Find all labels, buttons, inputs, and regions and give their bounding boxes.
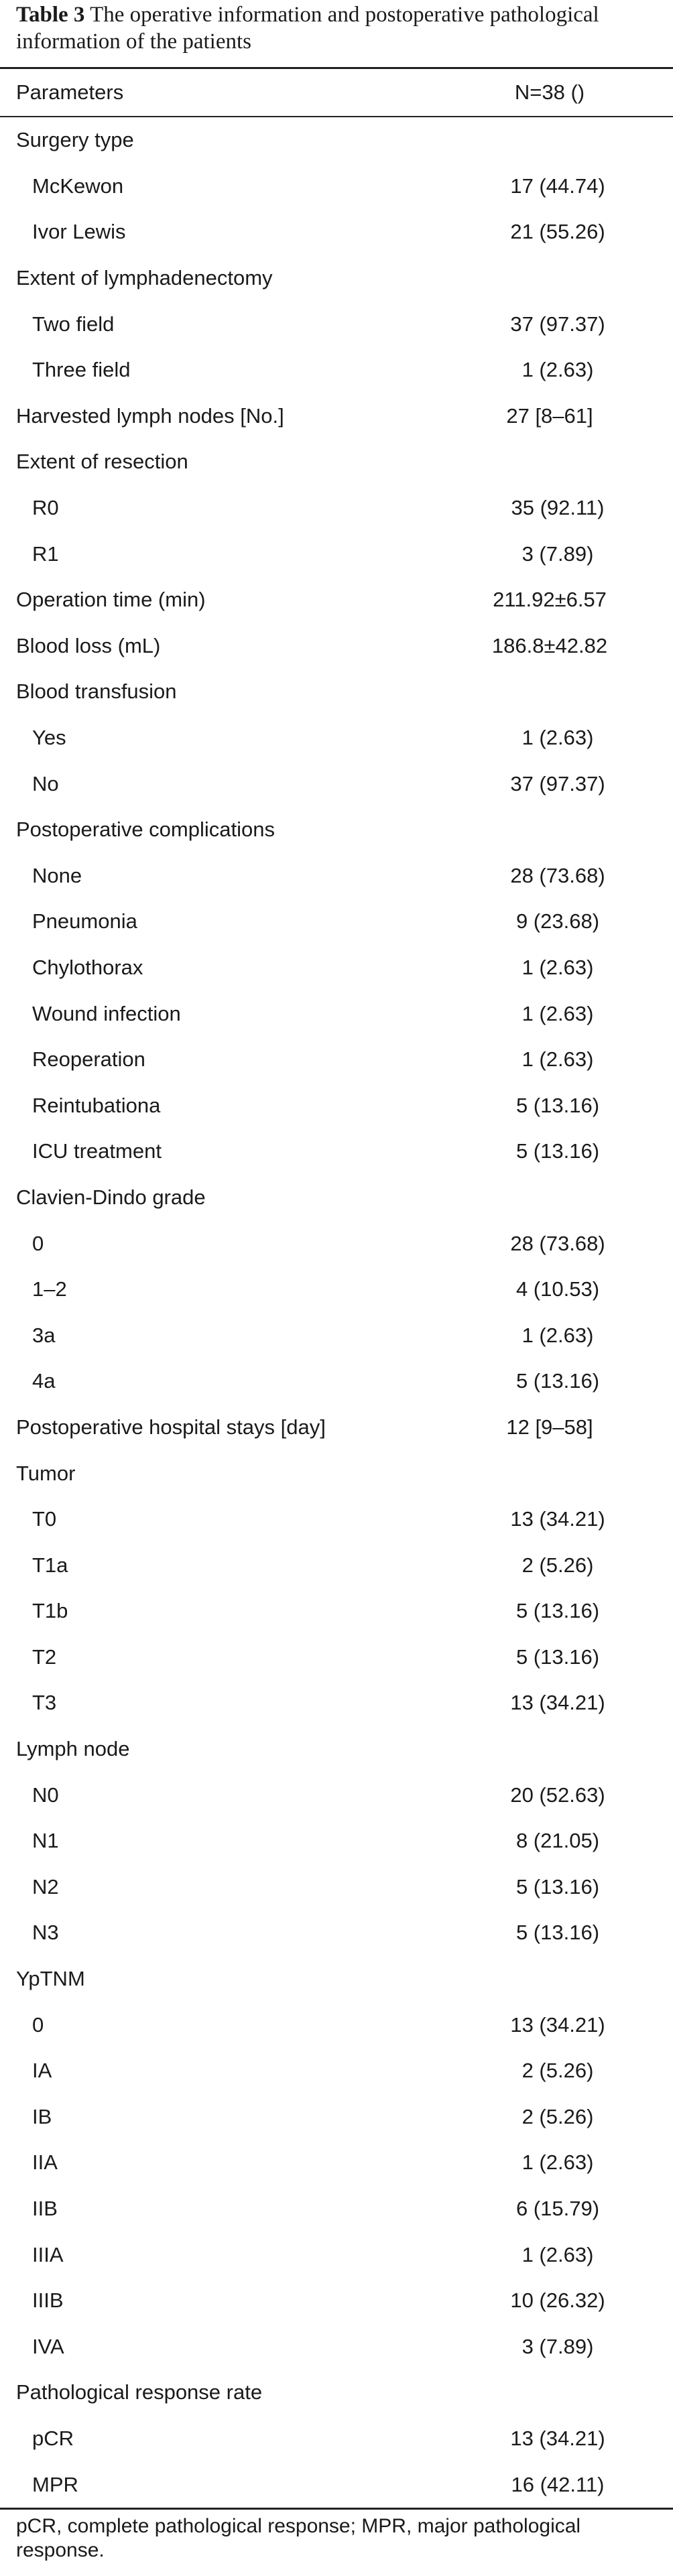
row-parameter: 1–2 — [32, 1277, 67, 1301]
row-parameter: IVA — [32, 2334, 64, 2358]
table-row — [0, 1082, 673, 1129]
table-row — [0, 899, 673, 945]
row-parameter: T2 — [32, 1645, 57, 1669]
row-value: 5 (13.16) — [515, 1645, 600, 1669]
row-value: 28 (73.68) — [510, 863, 605, 887]
header-parameters: Parameters — [16, 80, 124, 104]
table-row — [0, 1772, 673, 1818]
row-parameter: Harvested lymph nodes [No.] — [16, 403, 284, 428]
row-parameter: Chylothorax — [32, 955, 143, 979]
table-row — [0, 715, 673, 761]
row-parameter: Ivor Lewis — [32, 220, 126, 244]
row-value: 10 (26.32) — [510, 2289, 605, 2313]
table-row — [0, 1910, 673, 1956]
table-row — [0, 531, 673, 577]
table-caption-label: Table 3 — [16, 3, 85, 27]
table-row — [0, 1864, 673, 1911]
row-parameter: Surgery type — [16, 128, 134, 152]
row-parameter: pCR — [32, 2426, 74, 2450]
table-row — [0, 2002, 673, 2048]
table-row — [0, 1634, 673, 1681]
row-parameter: IB — [32, 2104, 52, 2128]
row-parameter: Extent of resection — [16, 450, 188, 474]
table-row — [0, 2278, 673, 2324]
row-parameter: 0 — [32, 2012, 44, 2037]
row-parameter: IA — [32, 2059, 52, 2083]
row-parameter: Lymph node — [16, 1737, 130, 1761]
table-row — [0, 2186, 673, 2232]
table-row — [0, 1680, 673, 1726]
row-parameter: T0 — [32, 1507, 57, 1531]
row-value: 4 (10.53) — [515, 1277, 600, 1301]
table-row — [0, 990, 673, 1037]
row-value: 1 (2.63) — [522, 1323, 594, 1347]
table-row — [0, 2048, 673, 2094]
table-row — [0, 1358, 673, 1405]
row-value: 9 (23.68) — [515, 909, 600, 933]
table-header — [0, 69, 673, 117]
row-value: 27 [8–61] — [506, 403, 593, 428]
row-parameter: Two field — [32, 312, 115, 336]
table-row — [0, 2094, 673, 2140]
table-row — [0, 1588, 673, 1634]
row-parameter: Blood loss (mL) — [16, 633, 161, 657]
row-value: 1 (2.63) — [522, 2242, 594, 2266]
row-value: 1 (2.63) — [522, 1047, 594, 1072]
row-parameter: Pathological response rate — [16, 2380, 263, 2404]
row-value: 1 (2.63) — [522, 1001, 594, 1025]
data-table — [0, 67, 673, 2510]
row-parameter: T1b — [32, 1599, 68, 1623]
row-value: 5 (13.16) — [515, 1874, 600, 1898]
row-value: 35 (92.11) — [511, 496, 605, 520]
row-value: 1 (2.63) — [522, 955, 594, 979]
row-value: 1 (2.63) — [522, 726, 594, 750]
row-parameter: 3a — [32, 1323, 56, 1347]
row-value: 13 (34.21) — [510, 2426, 605, 2450]
row-parameter: N2 — [32, 1874, 59, 1898]
row-parameter: Clavien-Dindo grade — [16, 1185, 206, 1209]
row-parameter: IIB — [32, 2197, 58, 2221]
row-parameter: Pneumonia — [32, 909, 137, 933]
row-value: 2 (5.26) — [522, 2059, 594, 2083]
header-n: N=38 () — [514, 80, 585, 104]
row-parameter: N1 — [32, 1829, 59, 1853]
row-value: 16 (42.11) — [511, 2472, 605, 2496]
row-parameter: Postoperative complications — [16, 818, 275, 842]
row-value: 12 [9–58] — [506, 1415, 593, 1439]
table-row — [0, 164, 673, 210]
table-caption-text: The operative information and postoperative pathological information of the patients — [16, 3, 599, 54]
table-row — [0, 761, 673, 807]
row-value: 3 (7.89) — [522, 2334, 594, 2358]
row-value: 13 (34.21) — [510, 2012, 605, 2037]
row-parameter: 4a — [32, 1369, 56, 1393]
row-value: 20 (52.63) — [510, 1783, 605, 1807]
row-value: 6 (15.79) — [515, 2197, 600, 2221]
table-row — [0, 255, 673, 302]
row-parameter: N3 — [32, 1921, 59, 1945]
row-parameter: 0 — [32, 1231, 44, 1255]
table-row — [0, 1450, 673, 1496]
row-value: 13 (34.21) — [510, 1691, 605, 1715]
table-row — [0, 1037, 673, 1083]
row-value: 5 (13.16) — [515, 1139, 600, 1163]
table-row — [0, 1405, 673, 1451]
table-row — [0, 623, 673, 669]
row-value: 37 (97.37) — [510, 312, 605, 336]
row-value: 5 (13.16) — [515, 1369, 600, 1393]
row-value: 1 (2.63) — [522, 2150, 594, 2175]
table-row — [0, 1220, 673, 1267]
table-row — [0, 117, 673, 164]
row-parameter: MPR — [32, 2472, 78, 2496]
table-row — [0, 2140, 673, 2186]
row-parameter: Postoperative hospital stays [day] — [16, 1415, 326, 1439]
table-row — [0, 1129, 673, 1175]
table-row — [0, 347, 673, 393]
row-value: 1 (2.63) — [522, 358, 594, 382]
row-parameter: Extent of lymphadenectomy — [16, 266, 273, 290]
table-row — [0, 1542, 673, 1588]
table-row — [0, 1267, 673, 1313]
row-value: 8 (21.05) — [515, 1829, 600, 1853]
row-parameter: ICU treatment — [32, 1139, 162, 1163]
table-body — [0, 117, 673, 2510]
row-parameter: No — [32, 771, 59, 795]
table-row — [0, 2324, 673, 2370]
table-row — [0, 1956, 673, 2002]
table-row — [0, 1312, 673, 1358]
row-value: 13 (34.21) — [510, 1507, 605, 1531]
row-parameter: Reintubationa — [32, 1093, 161, 1117]
row-parameter: McKewon — [32, 174, 124, 198]
row-parameter: IIIB — [32, 2289, 64, 2313]
table-row — [0, 853, 673, 899]
row-parameter: IIA — [32, 2150, 58, 2175]
table-row — [0, 2232, 673, 2278]
row-parameter: Reoperation — [32, 1047, 145, 1072]
table-row — [0, 1726, 673, 1773]
table-footnote: pCR, complete pathological response; MPR, major pathological response. — [16, 2515, 581, 2561]
table-row — [0, 2370, 673, 2416]
table-row — [0, 1175, 673, 1221]
row-value: 2 (5.26) — [522, 2104, 594, 2128]
row-parameter: None — [32, 863, 82, 887]
table-row — [0, 669, 673, 715]
row-value: 21 (55.26) — [510, 220, 605, 244]
row-value: 37 (97.37) — [510, 771, 605, 795]
table-row — [0, 807, 673, 853]
row-value: 5 (13.16) — [515, 1599, 600, 1623]
table-row — [0, 209, 673, 255]
row-parameter: Wound infection — [32, 1001, 181, 1025]
table-row — [0, 485, 673, 531]
table-row — [0, 945, 673, 991]
table-row — [0, 1496, 673, 1543]
table-row — [0, 2461, 673, 2508]
row-parameter: R1 — [32, 541, 59, 566]
row-value: 5 (13.16) — [515, 1093, 600, 1117]
row-value: 211.92±6.57 — [493, 588, 607, 612]
table-row — [0, 393, 673, 440]
table-row — [0, 577, 673, 623]
row-parameter: Three field — [32, 358, 131, 382]
row-parameter: Operation time (min) — [16, 588, 206, 612]
row-parameter: YpTNM — [16, 1967, 85, 1991]
row-value: 186.8±42.82 — [491, 633, 608, 657]
row-parameter: IIIA — [32, 2242, 64, 2266]
row-value: 5 (13.16) — [515, 1921, 600, 1945]
row-value: 17 (44.74) — [510, 174, 605, 198]
table-row — [0, 1818, 673, 1864]
row-parameter: T1a — [32, 1553, 68, 1577]
row-parameter: N0 — [32, 1783, 59, 1807]
table-row — [0, 301, 673, 347]
row-value: 2 (5.26) — [522, 1553, 594, 1577]
row-parameter: Blood transfusion — [16, 680, 177, 704]
table-row — [0, 439, 673, 485]
row-parameter: Yes — [32, 726, 66, 750]
row-parameter: Tumor — [16, 1461, 76, 1485]
row-value: 28 (73.68) — [510, 1231, 605, 1255]
row-parameter: R0 — [32, 496, 59, 520]
table-caption — [16, 0, 666, 55]
table-row — [0, 2416, 673, 2462]
row-value: 3 (7.89) — [522, 541, 594, 566]
row-parameter: T3 — [32, 1691, 57, 1715]
